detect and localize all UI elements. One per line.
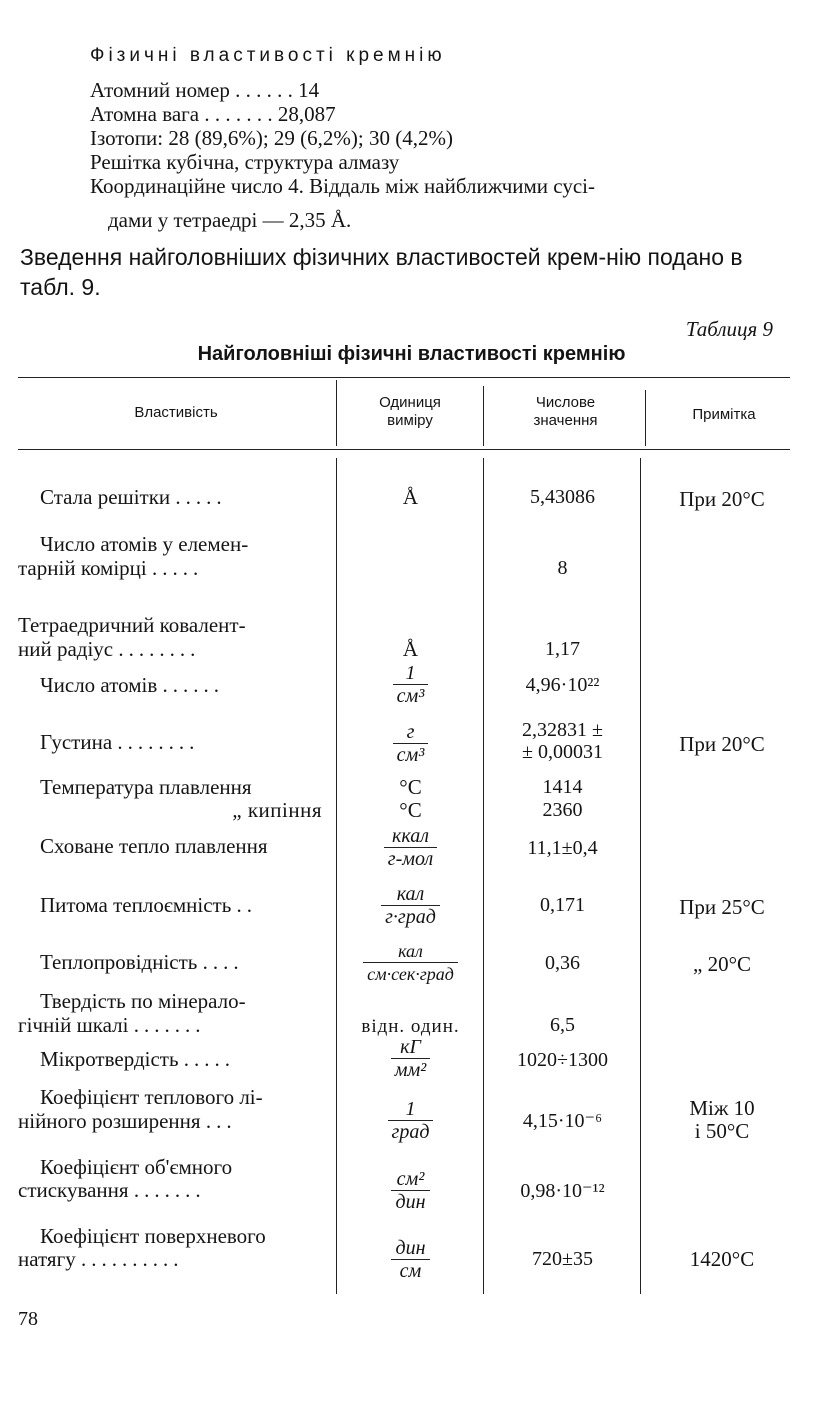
unit-fraction <box>338 1237 483 1282</box>
column-divider <box>483 386 484 446</box>
unit-cell: Å <box>402 637 419 661</box>
leader-dots: ..... <box>183 1047 236 1071</box>
table-row <box>40 1048 235 1071</box>
unit-numerator: кал <box>381 883 440 906</box>
note-cell: При 20°C <box>679 732 765 756</box>
note-cell: „ 20°C <box>693 952 751 976</box>
table-row <box>40 951 244 974</box>
unit-denominator: дин <box>395 1191 426 1213</box>
table-row <box>18 1179 206 1202</box>
intro-paragraph: Зведення найголовніших фізичних властивостей крем-нію подано в табл. 9. <box>20 244 743 300</box>
table-row <box>40 894 257 917</box>
unit-denominator: см³ <box>396 685 425 707</box>
leader-dots: ........ <box>117 730 200 754</box>
property-label: Коефіцієнт об'ємного <box>40 1155 233 1179</box>
leader-dots: ....... <box>133 1013 206 1037</box>
property-label: Коефіцієнт теплового лі- <box>40 1085 263 1109</box>
value-cell: 1414 <box>542 776 583 798</box>
unit-fraction <box>338 825 483 870</box>
value-cell: 0,36 <box>545 952 580 974</box>
property-label: тарній комірці <box>18 556 147 580</box>
leader-dots: .. <box>236 893 258 917</box>
header-line: Атомний номер . . . . . . 14 <box>90 78 320 102</box>
note-cell: і 50°C <box>694 1119 750 1143</box>
column-header: Примітка <box>692 406 756 423</box>
value-cell: 6,5 <box>550 1014 575 1036</box>
unit-numerator: 1 <box>388 1098 434 1121</box>
table-top-rule <box>18 377 790 378</box>
value-cell: 4,15·10⁻⁶ <box>522 1110 603 1132</box>
value-cell: 4,96·10²² <box>525 674 600 696</box>
unit-numerator: дин <box>391 1237 429 1260</box>
leader-dots: ....... <box>133 1178 206 1202</box>
property-label: нійного розширення <box>18 1109 201 1133</box>
unit-denominator: см·сек·град <box>367 964 454 984</box>
property-label: стискування <box>18 1178 129 1202</box>
leader-dots: ...... <box>162 673 225 697</box>
unit-fraction <box>338 662 483 707</box>
unit-numerator: 1 <box>393 662 429 685</box>
unit-denominator: г-мол <box>387 848 434 870</box>
table-row <box>40 731 199 754</box>
table-row <box>40 486 227 509</box>
property-label: натягу <box>18 1247 76 1271</box>
unit-numerator: кГ <box>391 1036 431 1059</box>
property-label: „ кипіння <box>232 798 322 822</box>
column-divider <box>640 458 641 1294</box>
unit-cell: Å <box>402 485 419 509</box>
unit-numerator: г <box>393 721 429 744</box>
value-cell: 0,98·10⁻¹² <box>520 1180 605 1202</box>
property-label: ний радіус <box>18 637 114 661</box>
note-cell: 1420°C <box>689 1247 755 1271</box>
unit-denominator: мм² <box>394 1059 427 1081</box>
header-line: Координаційне число 4. Віддаль між найближчими сусі- <box>90 174 595 198</box>
leader-dots: .......... <box>80 1247 184 1271</box>
unit-fraction <box>338 883 483 928</box>
property-label: Тетраедричний ковалент- <box>18 613 246 637</box>
unit-denominator: град <box>391 1121 430 1143</box>
property-label: Сховане тепло плавлення <box>40 834 268 858</box>
table-caption: Таблиця 9 <box>685 317 773 341</box>
table-row <box>18 1110 237 1133</box>
value-cell: 2,32831 ± <box>522 719 603 741</box>
unit-fraction <box>338 940 483 985</box>
table-title: Найголовніші фізичні властивості кремнію <box>197 343 626 365</box>
leader-dots: ..... <box>152 556 204 580</box>
column-header: Одиниця виміру <box>379 394 441 429</box>
unit-denominator: см³ <box>396 744 425 766</box>
unit-numerator: см² <box>391 1168 429 1191</box>
unit-denominator: см <box>399 1260 422 1282</box>
leader-dots: .... <box>202 950 244 974</box>
table-row <box>18 1248 183 1271</box>
unit-denominator: г·град <box>385 906 436 928</box>
property-label: Число атомів <box>40 673 158 697</box>
property-label: Стала решітки <box>40 485 171 509</box>
column-divider <box>645 390 646 446</box>
table-row <box>18 638 200 661</box>
header-line: дами у тетраедрі — 2,35 Å. <box>108 208 352 232</box>
unit-fraction <box>338 721 483 766</box>
header-line: Атомна вага . . . . . . . 28,087 <box>90 102 336 126</box>
unit-numerator: ккал <box>384 825 437 848</box>
property-label: Густина <box>40 730 113 754</box>
value-cell: 1,17 <box>545 638 580 660</box>
table-row <box>18 1014 205 1037</box>
column-header: Властивість <box>134 404 218 421</box>
value-cell: 1020÷1300 <box>517 1049 608 1071</box>
unit-fraction <box>338 1168 483 1213</box>
property-label: Мікротвердість <box>40 1047 179 1071</box>
header-line: Ізотопи: 28 (89,6%); 29 (6,2%); 30 (4,2%) <box>90 126 453 150</box>
unit-cell: відн. один. <box>361 1016 460 1037</box>
leader-dots: ..... <box>175 485 227 509</box>
value-cell: 11,1±0,4 <box>527 837 598 859</box>
value-cell: 2360 <box>542 799 583 821</box>
value-cell: 5,43086 <box>530 486 595 508</box>
unit-fraction <box>338 1036 483 1081</box>
value-cell: 8 <box>557 557 568 579</box>
page-number: 78 <box>18 1308 38 1330</box>
leader-dots: ... <box>205 1109 237 1133</box>
table-row <box>18 557 203 580</box>
column-divider <box>336 458 337 1294</box>
property-label: гічній шкалі <box>18 1013 129 1037</box>
value-cell: ± 0,00031 <box>522 741 603 763</box>
property-label: Число атомів у елемен- <box>40 532 249 556</box>
property-label: Твердість по мінерало- <box>40 989 246 1013</box>
value-cell: 0,171 <box>540 894 585 916</box>
column-header: Числове значення <box>533 394 598 429</box>
property-label: Питома теплоємність <box>40 893 232 917</box>
header-title: Фізичні властивості кремнію <box>90 45 446 66</box>
unit-fraction <box>338 1098 483 1143</box>
unit-numerator: кал <box>363 940 458 963</box>
property-label: Коефіцієнт поверхневого <box>40 1224 266 1248</box>
column-divider <box>336 380 337 446</box>
column-divider <box>483 458 484 1294</box>
table-header-rule <box>18 449 790 450</box>
header-line: Решітка кубічна, структура алмазу <box>90 150 400 174</box>
note-cell: При 25°C <box>679 895 765 919</box>
unit-cell: °C <box>399 798 422 822</box>
table-row <box>40 674 224 697</box>
leader-dots: ........ <box>118 637 201 661</box>
note-cell: При 20°C <box>679 487 765 511</box>
property-label: Теплопровідність <box>40 950 198 974</box>
property-label: Температура плавлення <box>40 775 252 799</box>
unit-cell: °C <box>399 775 422 799</box>
note-cell: Між 10 <box>689 1096 755 1120</box>
value-cell: 720±35 <box>532 1248 593 1270</box>
